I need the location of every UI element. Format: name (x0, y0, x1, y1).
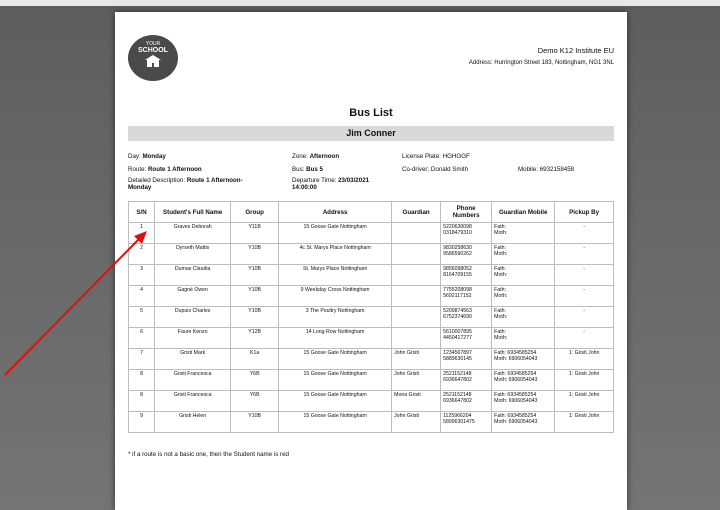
address-header: Address (279, 202, 392, 223)
cell-guardian: Moira Gristi (392, 391, 441, 412)
cell-pickup-by: - (555, 328, 614, 349)
cell-group: K1a (231, 349, 279, 370)
cell-address: 15 Goose Gate Nottingham (279, 370, 392, 391)
table-row (129, 328, 614, 349)
cell-guardian-mobile (492, 265, 555, 286)
cell-address: 15 Goose Gate Nottingham (279, 391, 392, 412)
departure-value: 23/03/2021 (338, 177, 370, 184)
cell-pickup-by: - (555, 265, 614, 286)
cell-student-name: Gagné Owen (155, 286, 231, 307)
cell-guardian: John Gristi (392, 412, 441, 433)
group-header: Group (231, 202, 279, 223)
page-title: Bus List (349, 107, 393, 119)
cell-student-name: Dumas Claudia (155, 265, 231, 286)
plate-label: License Plate: (402, 153, 441, 160)
phone-number: 9586590262 (443, 251, 472, 257)
guardian-mobile-line: Fath: 6934585254 (494, 413, 537, 419)
info-zone (292, 153, 339, 160)
cell-address: 3 The Poultry Nottingham (279, 307, 392, 328)
cell-address: 4c St. Marys Place Nottingham (279, 244, 392, 265)
phone-number: 4450417277 (443, 335, 472, 341)
phone-number: 5889630145 (443, 356, 472, 362)
bus-value: Bus 5 (306, 166, 323, 173)
info-route (128, 166, 202, 173)
cell-guardian (392, 265, 441, 286)
guardian-mobile-line: Moth: (494, 251, 508, 257)
description-label: Detailed Description: (128, 177, 186, 184)
table-row (129, 286, 614, 307)
guardian-mobile-line: Moth: (494, 314, 508, 320)
table-row (129, 391, 614, 412)
cell-phone-numbers (441, 244, 492, 265)
cell-pickup-by: 1: Gristi John (555, 391, 614, 412)
cell-phone-numbers (441, 328, 492, 349)
cell-sn: 3 (129, 265, 155, 286)
phone-number: 58996301475 (443, 419, 475, 425)
phone-number: 5220630098 (443, 224, 472, 230)
phone-number: 0318479310 (443, 230, 472, 236)
route-value: Route 1 Afternoon (147, 166, 202, 173)
table-row (129, 223, 614, 244)
name-header: Student's Full Name (155, 202, 231, 223)
cell-guardian (392, 286, 441, 307)
cell-sn: 8 (129, 370, 155, 391)
phone-number: 5610007895 (443, 329, 472, 335)
guardian-mobile-line: Fath: 6934585254 (494, 371, 537, 377)
cell-student-name: Dyrseth Mattis (155, 244, 231, 265)
info-departure (292, 177, 402, 191)
cell-sn: 4 (129, 286, 155, 307)
cell-sn: 5 (129, 307, 155, 328)
phone-number: 1125966204 (443, 413, 472, 419)
guardian-mobile-line: Fath: (494, 308, 506, 314)
guardian-mobile-line: Fath: 6934585254 (494, 350, 537, 356)
cell-address: 15 Goose Gate Nottingham (279, 349, 392, 370)
guardian-mobile-line: Moth: 6906054043 (494, 398, 538, 404)
phone-number: 2521152148 (443, 392, 472, 398)
phone-number: 5209874563 (443, 308, 472, 314)
cell-pickup-by: 1: Gristi John (555, 370, 614, 391)
mobile-value: 6932158458 (539, 166, 575, 173)
guardian-mobile-line: Fath: (494, 245, 506, 251)
phone-number: 6936647802 (443, 377, 472, 383)
info-plate (402, 153, 470, 160)
zone-label: Zone: (292, 153, 308, 160)
cell-student-name: Gristi Mark (155, 349, 231, 370)
description-value: Route 1 Afternoon- (186, 177, 243, 184)
cell-group: Y12B (231, 328, 279, 349)
driver-name-bar: Jim Conner (128, 126, 614, 141)
info-day (128, 153, 166, 160)
table-row (129, 244, 614, 265)
cell-phone-numbers (441, 370, 492, 391)
zone-value: Afternoon (309, 153, 340, 160)
cell-phone-numbers (441, 412, 492, 433)
cell-student-name: Gristi Francesca (155, 391, 231, 412)
cell-group: Y10B (231, 307, 279, 328)
plate-value: HGHGGF (442, 153, 470, 160)
bus-list-page (115, 12, 627, 510)
cell-sn: 7 (129, 349, 155, 370)
departure-label: Departure Time: (292, 177, 337, 184)
cell-group: Y10B (231, 412, 279, 433)
table-row (129, 370, 614, 391)
cell-guardian-mobile (492, 286, 555, 307)
cell-guardian (392, 307, 441, 328)
description-value-2: Monday (128, 184, 152, 191)
departure-value-2: 14:00:00 (292, 184, 317, 191)
cell-guardian (392, 244, 441, 265)
cell-group: Y10B (231, 265, 279, 286)
phone-number: 6752374690 (443, 314, 472, 320)
cell-guardian-mobile (492, 412, 555, 433)
cell-phone-numbers (441, 265, 492, 286)
cell-sn: 1 (129, 223, 155, 244)
logo-line-2: SCHOOL (138, 47, 168, 54)
guardian-mobile-line: Moth: 6906054043 (494, 419, 538, 425)
phone-number: 5692117152 (443, 293, 472, 299)
info-description (128, 177, 288, 191)
institute-address: Address: Hurrington Street 183, Nottingham, NG1 3NL (468, 60, 614, 66)
cell-pickup-by: - (555, 286, 614, 307)
cell-guardian-mobile (492, 307, 555, 328)
cell-sn: 8 (129, 391, 155, 412)
cell-pickup-by: - (555, 244, 614, 265)
guardian-mobile-line: Moth: 6906054043 (494, 356, 538, 362)
cell-phone-numbers (441, 391, 492, 412)
guardian-mobile-line: Moth: 6906054043 (494, 377, 538, 383)
table-row (129, 265, 614, 286)
phone-header: Phone Numbers (441, 202, 492, 223)
school-logo (128, 35, 178, 81)
cell-phone-numbers (441, 286, 492, 307)
institute-name: Demo K12 Institute EU (537, 46, 614, 55)
pickup-header: Pickup By (555, 202, 614, 223)
cell-guardian-mobile (492, 370, 555, 391)
guardian-mobile-header: Guardian Mobile (492, 202, 555, 223)
cell-group: Y10B (231, 286, 279, 307)
sn-header: S/N (129, 202, 155, 223)
cell-pickup-by: - (555, 223, 614, 244)
info-bus (292, 166, 323, 173)
phone-number: 9830258630 (443, 245, 472, 251)
cell-student-name: Graves Deborah (155, 223, 231, 244)
cell-address: 15 Goose Gate Nottingham (279, 412, 392, 433)
cell-student-name: Gristi Helen (155, 412, 231, 433)
cell-address: 15 Goose Gate Nottingham (279, 223, 392, 244)
table-row (129, 412, 614, 433)
guardian-mobile-line: Fath: 6934585254 (494, 392, 537, 398)
cell-address: 9 Weekday Cross Nottingham (279, 286, 392, 307)
school-building-icon (145, 55, 161, 67)
cell-guardian-mobile (492, 244, 555, 265)
table-row (129, 307, 614, 328)
cell-guardian-mobile (492, 223, 555, 244)
cell-sn: 6 (129, 328, 155, 349)
cell-guardian-mobile (492, 328, 555, 349)
cell-guardian: John Gristi (392, 370, 441, 391)
cell-group: Y6B (231, 391, 279, 412)
cell-guardian-mobile (492, 391, 555, 412)
guardian-mobile-line: Moth: (494, 272, 508, 278)
codriver-label: Co-driver: (402, 166, 430, 173)
cell-phone-numbers (441, 307, 492, 328)
day-value: Monday (142, 153, 166, 160)
cell-sn: 9 (129, 412, 155, 433)
phone-number: 1234567897 (443, 350, 472, 356)
phone-number: 6936647802 (443, 398, 472, 404)
cell-phone-numbers (441, 223, 492, 244)
route-label: Route: (128, 166, 147, 173)
cell-address: St. Marys Place Nottingham (279, 265, 392, 286)
guardian-mobile-line: Fath: (494, 266, 506, 272)
cell-pickup-by: 1: Gristi John (555, 412, 614, 433)
table-row (129, 349, 614, 370)
phone-number: 7755208098 (443, 287, 472, 293)
phone-number: 9856098052 (443, 266, 472, 272)
guardian-mobile-line: Fath: (494, 287, 506, 293)
guardian-mobile-line: Moth: (494, 335, 508, 341)
cell-student-name: Dupuis Charles (155, 307, 231, 328)
cell-pickup-by: - (555, 307, 614, 328)
info-mobile (518, 166, 574, 173)
bus-label: Bus: (292, 166, 305, 173)
mobile-label: Mobile: (518, 166, 538, 173)
day-label: Day: (128, 153, 141, 160)
cell-guardian (392, 328, 441, 349)
codriver-value: Donald Smith (430, 166, 469, 173)
cell-group: Y10B (231, 244, 279, 265)
cell-group: Y11B (231, 223, 279, 244)
table-header-row (129, 202, 614, 223)
footnote: * if a route is not a basic one, then the Student name is red (128, 451, 289, 458)
cell-group: Y6B (231, 370, 279, 391)
cell-phone-numbers (441, 349, 492, 370)
phone-number: 8164709155 (443, 272, 472, 278)
cell-guardian: John Gristi (392, 349, 441, 370)
guardian-mobile-line: Moth: (494, 293, 508, 299)
cell-student-name: Gristi Francesca (155, 370, 231, 391)
cell-sn: 2 (129, 244, 155, 265)
guardian-mobile-line: Fath: (494, 329, 506, 335)
bus-list-table (128, 201, 614, 433)
cell-address: 14 Long Row Nottingham (279, 328, 392, 349)
guardian-mobile-line: Fath: (494, 224, 506, 230)
table-body (129, 223, 614, 433)
phone-number: 2521152148 (443, 371, 472, 377)
cell-pickup-by: 1: Gristi John (555, 349, 614, 370)
info-codriver (402, 166, 468, 173)
guardian-header: Guardian (392, 202, 441, 223)
cell-guardian (392, 223, 441, 244)
cell-student-name: Faure Kenzo (155, 328, 231, 349)
guardian-mobile-line: Moth: (494, 230, 508, 236)
logo-line-1: YOUR (145, 41, 161, 47)
cell-guardian-mobile (492, 349, 555, 370)
